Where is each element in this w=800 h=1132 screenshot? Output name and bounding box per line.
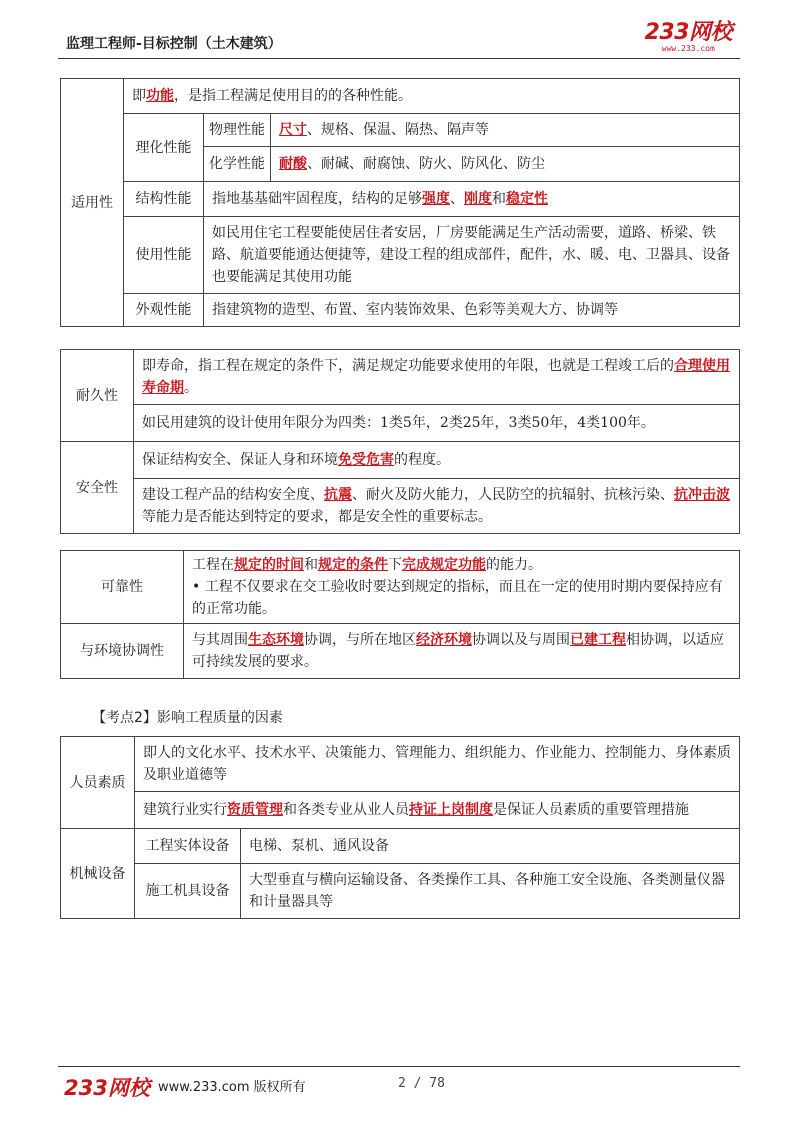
suitability-label: 适用性 bbox=[61, 79, 124, 327]
appearance-label: 外观性能 bbox=[124, 294, 204, 327]
safety-text: 保证结构安全、保证人身和环境免受危害的程度。 bbox=[134, 442, 740, 479]
page-footer bbox=[58, 1066, 740, 1100]
physical-label: 物理性能 bbox=[204, 114, 271, 147]
personnel-text-2: 建筑行业实行资质管理和各类专业从业人员持证上岗制度是保证人员素质的重要管理措施 bbox=[135, 792, 740, 829]
construction-equipment-label: 施工机具设备 bbox=[135, 864, 241, 919]
document-title: 监理工程师-目标控制（土木建筑） bbox=[66, 36, 282, 52]
durability-label: 耐久性 bbox=[61, 350, 134, 442]
machine-label: 机械设备 bbox=[61, 829, 135, 919]
use-text: 如民用住宅工程要能使居住者安居，厂房要能满足生产活动需要，道路、桥梁、铁路、航道要能通达便捷等，建设工程的组成部件，配件，水、暖、电、卫器具、设备也要能满足其使用功能 bbox=[204, 217, 740, 294]
reliability-text: 工程在规定的时间和规定的条件下完成规定功能的能力。 • 工程不仅要求在交工验收时要达到规定的指标，而且在一定的使用时期内要保持应有的正常功能。 bbox=[184, 551, 740, 624]
reliability-bullet: • 工程不仅要求在交工验收时要达到规定的指标，而且在一定的使用时期内要保持应有的正常功能。 bbox=[192, 579, 723, 617]
suitability-table bbox=[60, 78, 740, 327]
logo-url: www.233.com bbox=[661, 44, 715, 53]
durability-years: 如民用建筑的设计使用年限分为四类：1类5年，2类25年，3类50年，4类100年。 bbox=[134, 405, 740, 442]
page-header bbox=[58, 22, 740, 59]
page-number: 2 / 78 bbox=[398, 1076, 445, 1091]
entity-equipment-text: 电梯、泵机、通风设备 bbox=[241, 829, 740, 864]
brand-logo bbox=[645, 22, 732, 53]
personnel-text: 即人的文化水平、技术水平、决策能力、管理能力、组织能力、作业能力、控制能力、身体素质及职业道德等 bbox=[135, 737, 740, 792]
environment-label: 与环境协调性 bbox=[61, 624, 184, 679]
chemical-label: 化学性能 bbox=[204, 147, 271, 182]
reliability-label: 可靠性 bbox=[61, 551, 184, 624]
durability-safety-table bbox=[60, 349, 740, 534]
reliability-table bbox=[60, 550, 740, 679]
appearance-text: 指建筑物的造型、布置、室内装饰效果、色彩等美观大方、协调等 bbox=[204, 294, 740, 327]
construction-equipment-text: 大型垂直与横向运输设备、各类操作工具、各种施工安全设施、各类测量仪器和计量器具等 bbox=[241, 864, 740, 919]
section-heading: 【考点2】影响工程质量的因素 bbox=[92, 710, 283, 726]
factors-table bbox=[60, 736, 740, 919]
footer-copyright: www.233.com 版权所有 bbox=[158, 1080, 306, 1095]
safety-label: 安全性 bbox=[61, 442, 134, 534]
environment-text: 与其周围生态环境协调，与所在地区经济环境协调以及与周围已建工程相协调，以适应可持续发展的要求。 bbox=[184, 624, 740, 679]
physical-text: 尺寸、规格、保温、隔热、隔声等 bbox=[271, 114, 740, 147]
footer-logo: 233网校 bbox=[64, 1076, 150, 1100]
personnel-label: 人员素质 bbox=[61, 737, 135, 829]
durability-text: 即寿命，指工程在规定的条件下，满足规定功能要求使用的年限，也就是工程竣工后的合理使用寿命期。 bbox=[134, 350, 740, 405]
use-label: 使用性能 bbox=[124, 217, 204, 294]
chemical-text: 耐酸、耐碱、耐腐蚀、防火、防风化、防尘 bbox=[271, 147, 740, 182]
structural-label: 结构性能 bbox=[124, 182, 204, 217]
structural-text: 指地基基础牢固程度，结构的足够强度、刚度和稳定性 bbox=[204, 182, 740, 217]
safety-text-2: 建设工程产品的结构安全度、抗震、耐火及防火能力，人民防空的抗辐射、抗核污染、抗冲击波等能力是否能达到特定的要求，都是安全性的重要标志。 bbox=[134, 479, 740, 534]
physchem-label: 理化性能 bbox=[124, 114, 204, 182]
suitability-intro: 即功能，是指工程满足使用目的的各种性能。 bbox=[124, 79, 740, 114]
logo-text: 233网校 bbox=[644, 20, 732, 45]
entity-equipment-label: 工程实体设备 bbox=[135, 829, 241, 864]
